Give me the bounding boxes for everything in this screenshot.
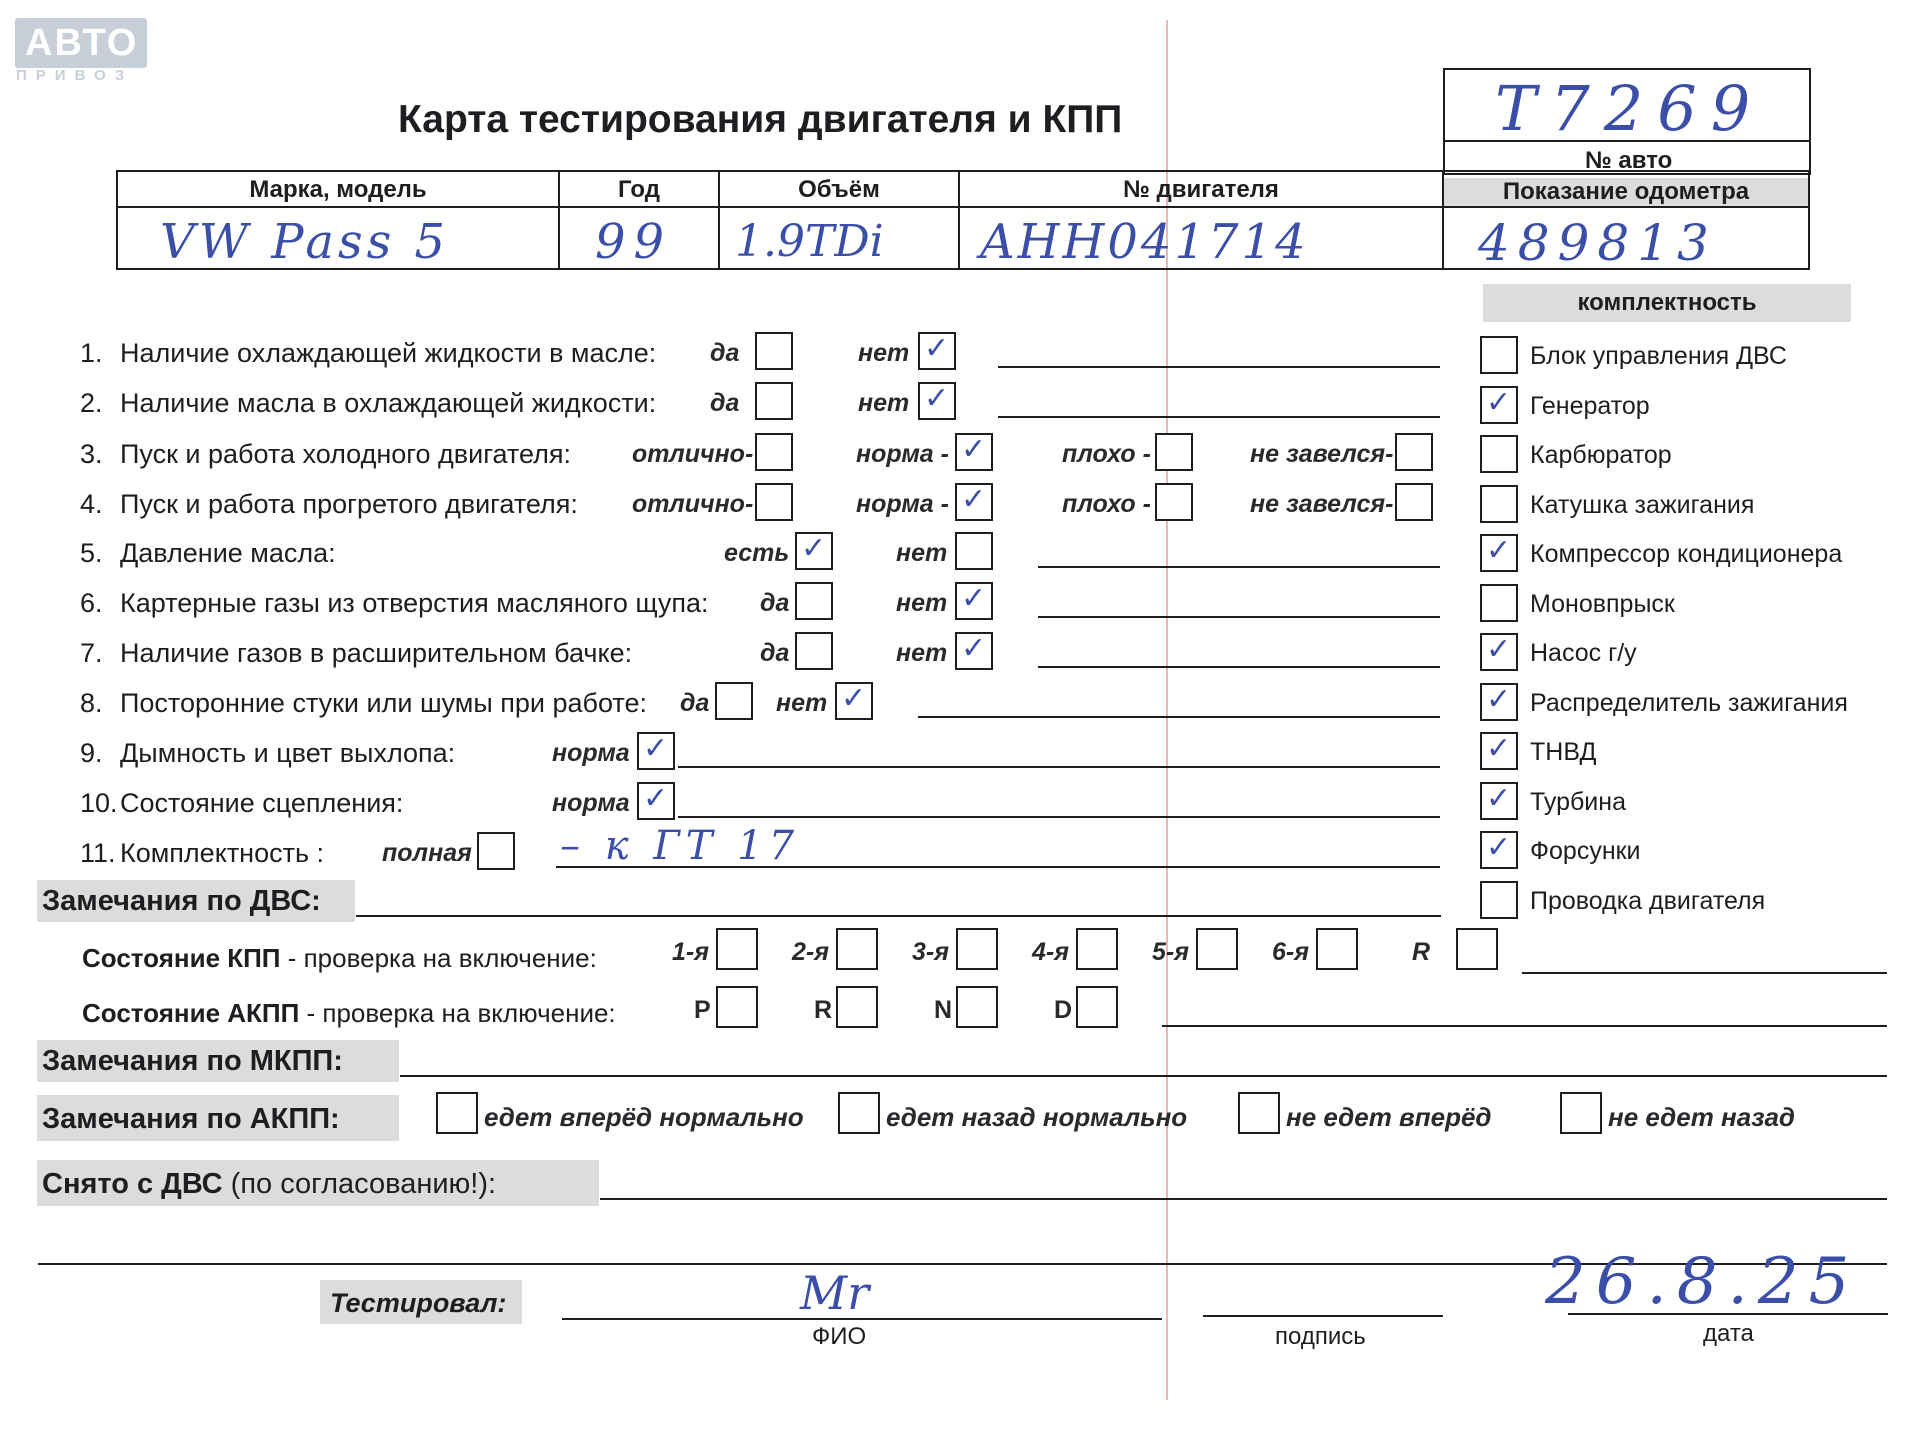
- check-number: 6.: [80, 588, 103, 618]
- check-number: 2.: [80, 388, 103, 418]
- check-label: Комплектность :: [120, 838, 325, 868]
- check-notes-line[interactable]: [1038, 566, 1440, 568]
- check-notes-line[interactable]: [1038, 666, 1440, 668]
- check-label: Давление масла:: [120, 538, 336, 568]
- header-make-model: Марка, модель: [249, 176, 427, 203]
- check-number: 11.: [80, 838, 116, 868]
- check-number: 5.: [80, 538, 103, 568]
- auto-remark-label: не едет назад: [1608, 1102, 1796, 1132]
- check-box-4[interactable]: [1395, 483, 1433, 521]
- check-box-1[interactable]: [715, 682, 753, 720]
- remarks-manual-line[interactable]: [400, 1075, 1887, 1077]
- check-number: 4.: [80, 489, 103, 519]
- check-label: Наличие газов в расширительном бачке:: [120, 638, 633, 668]
- value-engine-number: AHH041714: [980, 214, 1309, 270]
- auto-mode-label: D: [1054, 996, 1073, 1024]
- header-volume: Объём: [798, 176, 880, 203]
- completeness-label: Блок управления ДВС: [1530, 342, 1787, 370]
- auto-mode-checkbox[interactable]: [836, 986, 878, 1028]
- gear-label: 3-я: [912, 938, 949, 966]
- completeness-checkbox[interactable]: [1480, 584, 1518, 622]
- check-label: Наличие охлаждающей жидкости в масле:: [120, 338, 657, 368]
- auto-mode-label: N: [934, 996, 953, 1024]
- check-box-4[interactable]: [1395, 433, 1433, 471]
- logo-sub: ПРИВОЗ: [16, 67, 134, 84]
- gear-checkbox[interactable]: [1316, 928, 1358, 970]
- auto-remark-label: не едет вперёд: [1286, 1102, 1492, 1132]
- auto-mode-checkbox[interactable]: [956, 986, 998, 1028]
- check-mark: ✓: [961, 631, 987, 666]
- check-option-2: нет: [896, 589, 948, 617]
- check-box-1[interactable]: [755, 332, 793, 370]
- check-mark: ✓: [924, 331, 950, 366]
- gearbox-manual-label: [82, 945, 597, 971]
- check-mark: ✓: [1486, 533, 1512, 568]
- check-label: Посторонние стуки или шумы при работе:: [120, 688, 647, 718]
- check-mark: ✓: [841, 681, 867, 716]
- completeness-checkbox[interactable]: [1480, 336, 1518, 374]
- check-option-2: норма -: [856, 440, 949, 468]
- check-mark: ✓: [1486, 731, 1512, 766]
- gear-checkbox[interactable]: [1076, 928, 1118, 970]
- check-box-1[interactable]: [755, 483, 793, 521]
- check-option-1: есть: [724, 539, 790, 567]
- check-option-1: отлично-: [632, 440, 754, 468]
- removed-label-rest: (по согласованию!):: [222, 1168, 497, 1200]
- value-odometer: 489813: [1478, 214, 1717, 272]
- value-volume: 1.9TDi: [735, 216, 884, 267]
- gear-label: 5-я: [1152, 938, 1189, 966]
- check-mark: ✓: [924, 381, 950, 416]
- check-number: 1.: [80, 338, 103, 368]
- check-notes-line[interactable]: [1038, 616, 1440, 618]
- check-option-1: да: [760, 589, 790, 617]
- removed-line[interactable]: [600, 1198, 1887, 1200]
- gear-checkbox[interactable]: [836, 928, 878, 970]
- completeness-label: Моновпрыск: [1530, 589, 1675, 618]
- check-mark: ✓: [961, 432, 987, 467]
- auto-mode-checkbox[interactable]: [1076, 986, 1118, 1028]
- gearbox-auto-label-bold: Состояние АКПП: [82, 998, 300, 1028]
- check-number: 3.: [80, 439, 103, 469]
- completeness-header: комплектность: [1577, 289, 1757, 316]
- check-option-1: отлично-: [632, 490, 754, 518]
- remarks-auto-label: Замечания по АКПП:: [42, 1103, 340, 1135]
- remarks-manual-label: Замечания по МКПП:: [42, 1045, 343, 1077]
- check-option-2: нет: [896, 639, 948, 667]
- auto-mode-checkbox[interactable]: [716, 986, 758, 1028]
- check-option-2: нет: [776, 689, 828, 717]
- completeness-label: Распределитель зажигания: [1530, 688, 1848, 717]
- auto-remark-checkbox[interactable]: [1560, 1092, 1602, 1134]
- completeness-label: Карбюратор: [1530, 441, 1672, 469]
- date-value: 26.8.25: [1545, 1245, 1860, 1319]
- completeness-checkbox[interactable]: [1480, 881, 1518, 919]
- completeness-checkbox[interactable]: [1480, 435, 1518, 473]
- check-option-3: плохо -: [1062, 440, 1151, 468]
- check-box-2[interactable]: [955, 532, 993, 570]
- check-box-3[interactable]: [1155, 483, 1193, 521]
- check-number: 7.: [80, 638, 103, 668]
- signature-label: подпись: [1275, 1323, 1366, 1350]
- table-header-divider: [116, 206, 1810, 208]
- check-notes-line[interactable]: [998, 366, 1440, 368]
- auto-remark-label: едет назад нормально: [886, 1102, 1188, 1132]
- check-option-2: нет: [896, 539, 948, 567]
- check-option-4: не завелся-: [1250, 440, 1394, 468]
- value-year: 99: [595, 214, 673, 270]
- check-label: Состояние сцепления:: [120, 788, 404, 818]
- date-label: дата: [1703, 1320, 1754, 1347]
- check-mark: ✓: [961, 482, 987, 517]
- check-notes-line[interactable]: [998, 416, 1440, 418]
- completeness-label: Насос г/у: [1530, 639, 1637, 667]
- check-mark: ✓: [1486, 780, 1512, 816]
- check-option-1: да: [760, 639, 790, 667]
- check-label: Пуск и работа прогретого двигателя:: [120, 489, 578, 519]
- check-mark: ✓: [1486, 384, 1512, 420]
- check-mark: ✓: [1486, 681, 1512, 717]
- check-option-2: норма -: [856, 490, 949, 518]
- check-note: – к ГТ 17: [560, 823, 801, 869]
- gear-label: 2-я: [792, 938, 829, 966]
- check-label: Дымность и цвет выхлопа:: [120, 738, 456, 768]
- completeness-label: Форсунки: [1530, 837, 1641, 865]
- auto-mode-label: P: [694, 996, 711, 1024]
- page-title: Карта тестирования двигателя и КПП: [398, 98, 1123, 141]
- gear-label: 1-я: [672, 938, 709, 966]
- check-mark: ✓: [643, 731, 669, 766]
- remarks-engine-line[interactable]: [356, 915, 1441, 917]
- completeness-label: Компрессор кондиционера: [1530, 540, 1843, 568]
- check-mark: ✓: [1486, 830, 1512, 865]
- check-option-2: нет: [858, 389, 910, 417]
- tested-by-label: Тестировал:: [330, 1288, 507, 1318]
- removed-label: [42, 1170, 496, 1199]
- gear-checkbox[interactable]: [1196, 928, 1238, 970]
- check-option-1: да: [710, 339, 740, 367]
- header-engine-number: № двигателя: [1123, 176, 1279, 203]
- completeness-label: ТНВД: [1530, 738, 1597, 766]
- header-odometer: Показание одометра: [1502, 178, 1750, 205]
- gearbox-auto-line[interactable]: [1162, 1025, 1887, 1027]
- check-label: Картерные газы из отверстия масляного щупа:: [120, 588, 709, 618]
- check-number: 10.: [80, 788, 118, 818]
- check-box-1[interactable]: [477, 832, 515, 870]
- gear-checkbox[interactable]: [716, 928, 758, 970]
- auto-remark-checkbox[interactable]: [838, 1092, 880, 1134]
- gearbox-manual-label-bold: Состояние КПП: [82, 943, 281, 973]
- fio-label: ФИО: [812, 1323, 867, 1350]
- check-option-1: да: [710, 389, 740, 417]
- check-notes-line[interactable]: [678, 816, 1440, 818]
- check-option-1: норма: [552, 789, 630, 817]
- check-box-3[interactable]: [1155, 433, 1193, 471]
- check-label: Наличие масла в охлаждающей жидкости:: [120, 388, 657, 418]
- vehicle-number-label: № авто: [1585, 147, 1673, 174]
- gearbox-manual-line[interactable]: [1522, 972, 1887, 974]
- value-make-model: VW Pass 5: [160, 214, 450, 270]
- check-notes-line[interactable]: [678, 766, 1440, 768]
- logo: [15, 18, 147, 68]
- check-option-2: нет: [858, 339, 910, 367]
- check-box-1[interactable]: [755, 433, 793, 471]
- gear-label: R: [1412, 938, 1431, 966]
- check-mark: ✓: [1486, 632, 1512, 667]
- removed-label-bold: Снято с ДВС: [42, 1168, 223, 1200]
- check-mark: ✓: [961, 581, 987, 616]
- gear-checkbox[interactable]: [956, 928, 998, 970]
- check-option-1: да: [680, 689, 710, 717]
- completeness-label: Катушка зажигания: [1530, 490, 1755, 519]
- check-number: 9.: [80, 738, 103, 768]
- check-label: Пуск и работа холодного двигателя:: [120, 439, 571, 469]
- auto-remark-label: едет вперёд нормально: [484, 1102, 804, 1132]
- check-notes-line[interactable]: [918, 716, 1440, 718]
- gearbox-auto-label-rest: - проверка на включение:: [299, 998, 616, 1028]
- completeness-label: Турбина: [1530, 787, 1626, 816]
- check-option-3: плохо -: [1062, 490, 1151, 518]
- gearbox-auto-label: [82, 1000, 616, 1026]
- completeness-checkbox[interactable]: [1480, 485, 1518, 523]
- logo-main: АВТО: [25, 22, 139, 64]
- auto-mode-label: R: [814, 996, 833, 1024]
- check-mark: ✓: [801, 531, 827, 566]
- check-option-1: норма: [552, 739, 630, 767]
- check-option-1: полная: [382, 839, 472, 867]
- completeness-label: Генератор: [1530, 391, 1650, 420]
- check-number: 8.: [80, 688, 103, 718]
- gear-label: 4-я: [1032, 938, 1069, 966]
- check-box-1[interactable]: [755, 382, 793, 420]
- signature-line[interactable]: [1203, 1315, 1443, 1317]
- gearbox-manual-label-rest: - проверка на включение:: [280, 943, 597, 973]
- check-box-1[interactable]: [795, 632, 833, 670]
- fio-value: Mr: [800, 1266, 870, 1320]
- completeness-label: Проводка двигателя: [1530, 886, 1766, 915]
- gear-checkbox[interactable]: [1456, 928, 1498, 970]
- vehicle-number-value: Т7269: [1495, 72, 1765, 145]
- gear-label: 6-я: [1272, 938, 1309, 966]
- remarks-engine-label: Замечания по ДВС:: [42, 885, 321, 917]
- check-box-1[interactable]: [795, 582, 833, 620]
- check-mark: ✓: [643, 781, 669, 816]
- header-year: Год: [618, 176, 660, 203]
- auto-remark-checkbox[interactable]: [436, 1092, 478, 1134]
- check-option-4: не завелся-: [1250, 490, 1394, 518]
- auto-remark-checkbox[interactable]: [1238, 1092, 1280, 1134]
